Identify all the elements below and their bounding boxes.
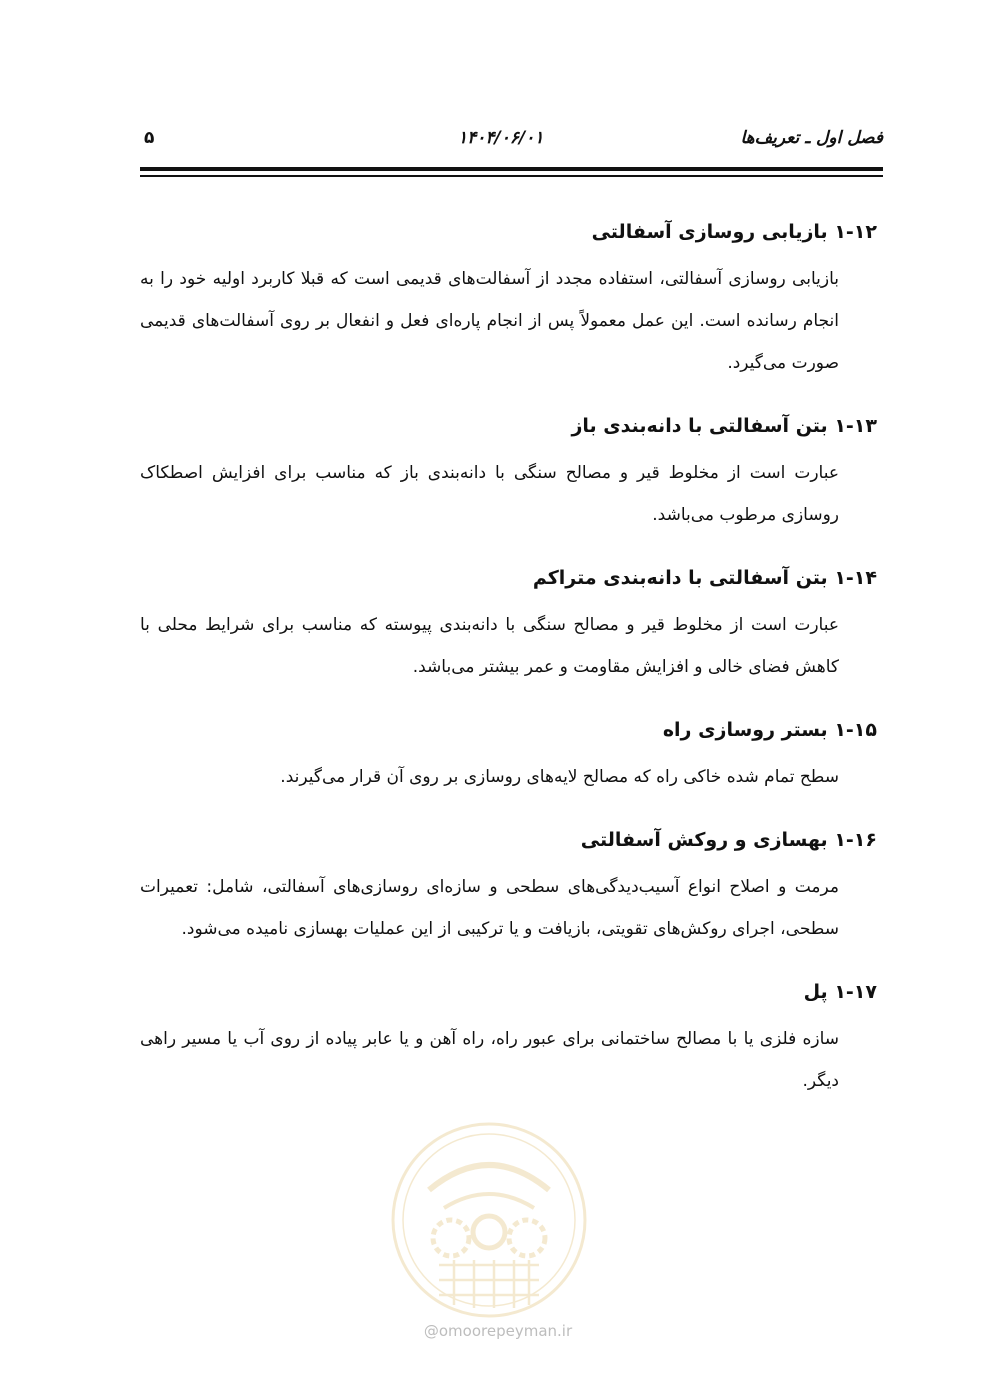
section-1-17 xyxy=(140,970,877,1102)
watermark-logo-icon xyxy=(389,1120,589,1320)
section-title: پل xyxy=(803,981,828,1003)
section-title: بازیابی روسازی آسفالتی xyxy=(591,221,828,243)
section-heading xyxy=(140,970,877,1014)
section-heading xyxy=(140,556,877,600)
section-heading xyxy=(140,210,877,254)
section-1-14 xyxy=(140,556,877,688)
section-1-16 xyxy=(140,818,877,950)
header-rule-thin xyxy=(140,175,883,177)
section-title: بستر روسازی راه xyxy=(662,719,828,741)
section-body: عبارت است از مخلوط قیر و مصالح سنگی با دانه‌بندی باز که مناسب برای افزایش اصطکاک روسازی مرطوب می‌باشد. xyxy=(140,463,839,525)
section-heading xyxy=(140,708,877,752)
watermark-site: @omoorepeyman.ir xyxy=(423,1322,573,1340)
section-title: بتن آسفالتی با دانه‌بندی متراکم xyxy=(532,567,828,589)
header-date: ۱۴۰۴/۰۶/۰۱ xyxy=(458,128,544,148)
page-header xyxy=(140,128,883,158)
page-number: ۵ xyxy=(144,128,155,148)
section-heading xyxy=(140,404,877,448)
section-title: بتن آسفالتی با دانه‌بندی باز xyxy=(571,415,828,437)
section-number: ۱-۱۶ xyxy=(834,829,877,851)
section-body: بازیابی روسازی آسفالتی، استفاده مجدد از آسفالت‌های قدیمی است که قبلا کاربرد اولیه خود را به انجام رسانده است. این عمل معمولاً پس از انجام پاره‌ای فعل و انفعال بر روی آسفالت‌های قدیمی صورت می‌گیرد. xyxy=(140,269,839,373)
section-body: سطح تمام شده خاکی راه که مصالح لایه‌های روسازی بر روی آن قرار می‌گیرند. xyxy=(280,767,839,787)
section-number: ۱-۱۲ xyxy=(834,221,877,243)
page-content xyxy=(140,210,877,1122)
section-1-15 xyxy=(140,708,877,798)
section-title: بهسازی و روکش آسفالتی xyxy=(580,829,828,851)
section-1-12 xyxy=(140,210,877,384)
chapter-title: فصل اول ـ تعریف‌ها xyxy=(740,128,883,148)
header-rule-thick xyxy=(140,167,883,171)
section-number: ۱-۱۵ xyxy=(834,719,877,741)
section-body: مرمت و اصلاح انواع آسیب‌دیدگی‌های سطحی و سازه‌ای روسازی‌های آسفالتی، شامل: تعمیرات سطحی، اجرای روکش‌های تقویتی، بازیافت و یا ترکیبی از این عملیات بهسازی نامیده می‌شود. xyxy=(140,877,839,939)
section-body: سازه فلزی یا با مصالح ساختمانی برای عبور راه، راه آهن و یا عابر پیاده از روی آب یا مسیر راهی دیگر. xyxy=(140,1029,839,1091)
section-1-13 xyxy=(140,404,877,536)
section-body: عبارت است از مخلوط قیر و مصالح سنگی با دانه‌بندی پیوسته که مناسب برای شرایط محلی با کاهش فضای خالی و افزایش مقاومت و عمر بیشتر می‌باشد. xyxy=(140,615,839,677)
section-heading xyxy=(140,818,877,862)
section-number: ۱-۱۷ xyxy=(834,981,877,1003)
section-number: ۱-۱۴ xyxy=(834,567,877,589)
section-number: ۱-۱۳ xyxy=(834,415,877,437)
